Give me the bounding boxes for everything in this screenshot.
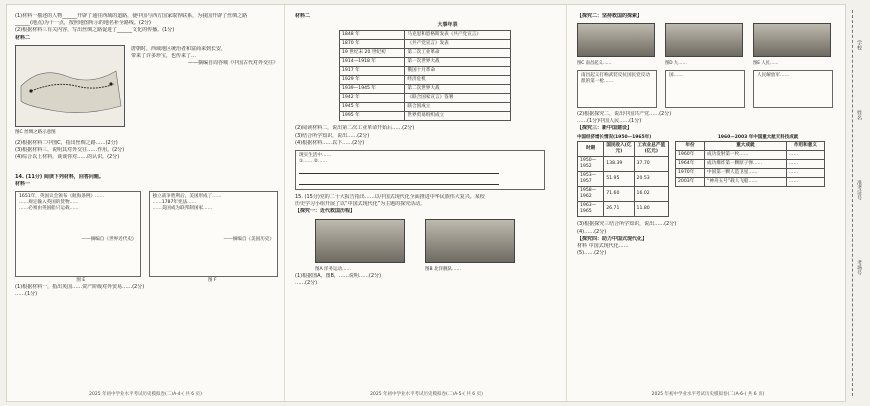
- table-cell: 138.39: [604, 157, 634, 172]
- box-line: 现实生活中……: [299, 153, 332, 159]
- activity-heading: 【探究四：助力中国式现代化】: [577, 235, 648, 242]
- question-line: (5)……(2分): [577, 250, 607, 257]
- column-header: 工农业总产值(亿元): [634, 142, 668, 157]
- binding-margin: [846, 0, 870, 406]
- text-box: 国……: [665, 70, 745, 108]
- table-row: [340, 103, 511, 112]
- sidebar-label: 考场号: [856, 260, 862, 275]
- table-cell: “神舟五号”载人飞船……: [705, 178, 787, 187]
- answer-blank[interactable]: [299, 173, 499, 174]
- question-line: (2)阅读材料二，说出第二次工业革命开始后……(2分): [295, 125, 415, 132]
- question-line: (2)根据探究二，说出中国共产党……(2分): [577, 110, 672, 117]
- year-cell: 1939—1945 年: [340, 85, 405, 94]
- material-label: 材料二: [295, 13, 311, 19]
- table-cell: 1970年: [676, 169, 705, 178]
- activity-heading: 【探究三：新中国建设】: [577, 125, 633, 132]
- table-title: 中国经济增长情况(1950—1965年): [577, 135, 652, 141]
- quote-source: ——摘编自周谷城《中国古代对外交往》: [187, 60, 278, 67]
- box-source: ——摘编自《美国历史》: [223, 236, 274, 242]
- table-row: [676, 160, 825, 169]
- activity-heading: 【探究二：坚持救国的探索】: [577, 13, 643, 19]
- question-line: (4)根据材料……以下……(2分): [295, 139, 365, 146]
- box-line: ……美国成为联邦制国家……: [152, 206, 213, 212]
- table-row: [340, 31, 511, 40]
- year-cell: 1942 年: [340, 94, 405, 103]
- historical-photo: [425, 219, 515, 263]
- event-cell: 第二次工业革命: [405, 49, 511, 58]
- question-line: (2)根据材料三有关内容，写出丝绸之路促进了______文化的传播。(1分): [15, 27, 175, 34]
- event-cell: 经济危机: [405, 76, 511, 85]
- question-line: ……(1分)中国人民……(1分): [577, 117, 642, 124]
- page-footer: 2025 年初中学业水平考试历史模拟卷(二)A-5-( 共 6 页): [370, 391, 483, 397]
- question-line: (3)结合所学知识，说出……(2分): [295, 132, 370, 139]
- material-label: 材料二: [15, 34, 31, 41]
- figure-label: 图 F: [208, 278, 217, 284]
- table-cell: 1958—1962: [578, 187, 604, 202]
- year-cell: 1995 年: [340, 112, 405, 121]
- table-cell: 20.53: [634, 172, 668, 187]
- map-caption: 图C 丝绸之路示意图: [15, 129, 56, 135]
- year-cell: 19 世纪末 20 世纪初: [340, 49, 405, 58]
- photo-caption: 图C 南昌起义……: [577, 61, 612, 67]
- column-header: 时期: [578, 142, 604, 157]
- events-table: [339, 30, 511, 121]
- table-cell: ……: [786, 160, 824, 169]
- page-2: [287, 5, 567, 401]
- historical-photo: [315, 219, 405, 263]
- historical-photo: [577, 23, 655, 57]
- economy-table: [577, 141, 669, 217]
- material-label: 材料一: [15, 180, 31, 187]
- column-header: 国民收入(亿元): [604, 142, 634, 157]
- question-line: (4)……(2分): [577, 228, 607, 235]
- table-row: [676, 169, 825, 178]
- table-cell: 51.95: [604, 172, 634, 187]
- exam-sheet: [6, 4, 846, 402]
- material-box-left: [15, 191, 141, 277]
- question-line: ______(地点)为十一点，按照地图所示的地名补全路线。(2分): [15, 20, 151, 27]
- table-cell: 成功发射第一枚……: [705, 151, 787, 160]
- photo-caption: 图E 人民……: [753, 61, 779, 67]
- sidebar-label: 准考证号: [856, 180, 862, 200]
- table-cell: 1953—1957: [578, 172, 604, 187]
- cut-line: [852, 10, 853, 396]
- answer-blank[interactable]: [299, 184, 499, 185]
- year-cell: 1914—1918 年: [340, 58, 405, 67]
- question-line: (1)材料一描述的人物______开辟了通往西域的道路，使中国与西方国家取得联系，为我国开辟了丝绸之路: [15, 13, 248, 19]
- year-cell: 1848 年: [340, 31, 405, 40]
- question-line: (1)根据图A、图B，……说明……(2分): [295, 273, 382, 280]
- table-row: [340, 76, 511, 85]
- table-title: 大事年表: [437, 22, 458, 29]
- table-cell: 2003年: [676, 178, 705, 187]
- table-row: [340, 67, 511, 76]
- activity-heading: 【探究一：近代救国历程】: [295, 208, 356, 215]
- event-cell: 世界贸易组织成立: [405, 112, 511, 121]
- event-cell: 联合国成立: [405, 103, 511, 112]
- box-line: ……1787年宪法……: [152, 200, 197, 206]
- quote-line: 带来了许多珍宝，也传来了…: [131, 53, 197, 60]
- year-cell: 1870 年: [340, 40, 405, 49]
- column-header: 年份: [676, 142, 705, 151]
- event-cell: 马克思和恩格斯发表《共产党宣言》: [405, 31, 511, 40]
- table-cell: 16.02: [634, 187, 668, 202]
- table-cell: 71.60: [604, 187, 634, 202]
- map-graphic: [16, 46, 126, 128]
- historical-photo: [665, 23, 743, 57]
- photo-caption: 图D 九……: [665, 61, 687, 67]
- event-cell: 《联合国家宣言》签署: [405, 94, 511, 103]
- table-cell: ……: [786, 151, 824, 160]
- box-source: ——摘编自《世界近代史》: [81, 236, 137, 242]
- year-cell: 1929 年: [340, 76, 405, 85]
- sidebar-label: 姓名: [856, 110, 862, 120]
- table-row: [340, 40, 511, 49]
- question-line: (1)根据材料一，指出英国……资产阶级对外贸易……(2分): [15, 284, 145, 291]
- box-line: 1651年，英国议会颁布《航海条例》……: [19, 194, 105, 200]
- page-1: [7, 5, 285, 401]
- table-row: [676, 151, 825, 160]
- material-box-right: [149, 191, 278, 277]
- question-line: (3)根据探究三结合所学知识，说出……(2分): [577, 221, 677, 228]
- question-line: ……(2分): [295, 280, 318, 287]
- text-box: 人民解放军……: [753, 70, 833, 108]
- table-cell: 26.71: [604, 202, 634, 217]
- event-cell: 第二次世界大战: [405, 85, 511, 94]
- table-row: [578, 187, 669, 202]
- table-cell: 1963—1965: [578, 202, 604, 217]
- table-row: [578, 157, 669, 172]
- table-cell: 1960年: [676, 151, 705, 160]
- sidebar-label: 学校: [856, 40, 862, 50]
- table-row: [340, 49, 511, 58]
- figure-label: 图 E: [76, 278, 86, 284]
- table-title: 1960—2003 年中国重大航天科技成就: [717, 135, 799, 141]
- table-cell: 11.80: [634, 202, 668, 217]
- photo-caption: 图A 洋务运动……: [315, 266, 352, 272]
- question-line: (4)综合以上材料，谈谈你对……的认识。(2分): [15, 154, 120, 161]
- column-header: 作用和意义: [786, 142, 824, 151]
- table-row: [340, 85, 511, 94]
- text-box: 南昌起义打响武装反抗国民党反动派的第一枪……: [577, 70, 657, 108]
- historical-photo: [753, 23, 831, 57]
- year-cell: 1945 年: [340, 103, 405, 112]
- question-line: (2)根据材料二中图C，指出丝绸之路……(2分): [15, 140, 118, 147]
- table-row: [340, 58, 511, 67]
- event-cell: 俄国十月革命: [405, 67, 511, 76]
- table-cell: 成功爆炸第一颗原子弹……: [705, 160, 787, 169]
- box-line: ……规定输入英国的货物……: [19, 200, 79, 206]
- aerospace-table: [675, 141, 825, 187]
- question-line: (3)根据材料三，说明其对外交往……作用。(2分): [15, 147, 125, 154]
- column-header: 重大成就: [705, 142, 787, 151]
- table-row: [578, 202, 669, 217]
- box-line: 独立战争胜利后，美国形成了……: [152, 194, 222, 200]
- table-cell: 中国第一颗人造卫星……: [705, 169, 787, 178]
- photo-caption: 图B 北洋舰队……: [425, 266, 462, 272]
- year-cell: 1917 年: [340, 67, 405, 76]
- question-14-heading: 14. (11分) 阅读下列材料，回答问题。: [15, 173, 104, 180]
- table-row: [340, 112, 511, 121]
- silk-road-map: [15, 45, 125, 127]
- table-cell: 1950—1952: [578, 157, 604, 172]
- table-row: [676, 178, 825, 187]
- question-15-heading: 15. (15分)党的二十大报告指出……以中国式现代化全面推进中华民族伟大复兴。某校: [295, 194, 485, 201]
- table-cell: ……: [786, 169, 824, 178]
- page-footer: 2025 年初中学业水平考试历史模拟卷(二)A-4-( 共 6 页): [89, 391, 202, 397]
- event-cell: 第一次世界大战: [405, 58, 511, 67]
- table-row: [340, 94, 511, 103]
- box-line: ……必须由英国船只运载……: [19, 206, 79, 212]
- table-cell: 1964年: [676, 160, 705, 169]
- page-3: [569, 5, 847, 401]
- table-cell: 37.70: [634, 157, 668, 172]
- question-line: 材料 中国式现代化……: [577, 243, 629, 250]
- page-footer: 2025 年初中学业水平考试历史模拟卷(二)A-6-( 共 6 页): [651, 391, 765, 397]
- question-line: ……(1分): [15, 291, 38, 298]
- question-line: 历史学习小组开展了以“中国式现代化”为主题的探究活动。: [295, 201, 426, 208]
- event-cell: 《共产党宣言》发表: [405, 40, 511, 49]
- box-line: ①…… ②……: [299, 159, 328, 165]
- answer-box[interactable]: [295, 150, 545, 190]
- quote-line: 唐朝时，西域地区统治者和富商来到长安，: [131, 45, 227, 52]
- table-cell: ……: [786, 178, 824, 187]
- table-row: [578, 172, 669, 187]
